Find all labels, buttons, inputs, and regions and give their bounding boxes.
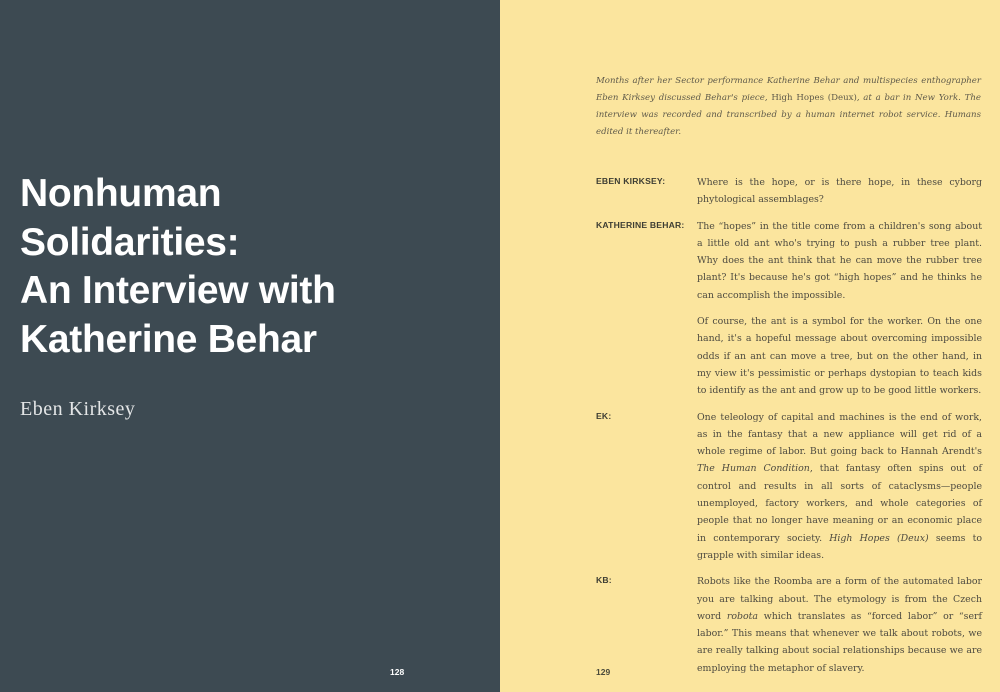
speech-text: One teleology of capital and machines is the end of work, as in the fantasy that a new appliance will get rid of a whole regime of labor. But going back to Hannah Arendt's [697,411,982,458]
author-name: Eben Kirksey [20,398,136,420]
title-line: Nonhuman [20,172,222,215]
speaker-label: EK: [596,410,612,421]
title-line: Katherine Behar [20,317,317,361]
dialogue-turn [596,573,982,677]
dialogue-turn [596,218,982,400]
speech-paragraph [697,409,982,565]
title-line: Solidarities: [20,220,240,264]
title-line: An Interview with [20,269,336,312]
speech-block [697,409,982,565]
intro-work-title: High Hopes (Deux) [771,93,857,103]
intro-paragraph [596,73,981,141]
speech-text: Robots like the Roomba are a form of the automated labor you are talking about. The etymology is from the Czech word [697,576,982,622]
speech-block [697,174,982,209]
speech-paragraph [697,573,982,677]
foreign-word: robota [726,610,758,622]
dialogue-turn [596,409,982,565]
intro-text: , at a bar in New York. The interview was recorded and transcribed by a human internet robot service. Humans edited it thereafter. [596,93,981,137]
speech-paragraph: Of course, the ant is a symbol for the worker. On the one hand, it's a hopeful message about overcoming impossible odds if an ant can move a tree, but on the other hand, in my view it's pessimistic or perhaps dystopian to teach kids to identify as the ant and grow up to be good little workers. [697,316,982,397]
page-number-left: 128 [390,667,405,677]
work-title: High Hopes (Deux) [829,532,929,544]
speaker-label: EBEN KIRKSEY: [596,176,666,186]
article-title [20,170,490,364]
book-title: The Human Condition [697,463,810,475]
speech-block [697,573,982,677]
right-page [500,0,1000,692]
speaker-label: KB: [596,575,612,586]
dialogue-turn [596,174,982,209]
interview-dialogue [596,174,982,686]
speech-text: seems to grapple with similar ideas. [697,532,983,561]
speech-text: which translates as “forced labor” or “serf labor.” This means that whenever we talk about robots, we are really talking about social relationships because we are employing the metaphor of slavery. [697,610,982,674]
speech-text: , that fantasy often spins out of control and results in all sorts of cataclysms—people unemployed, factory workers, and whole categories of people that no longer have meaning or an economic place in contemporary society. [697,463,982,544]
speech-paragraph: Where is the hope, or is there hope, in these cyborg phytological assemblages? [697,177,982,206]
speech-paragraph: The “hopes” in the title come from a children's song about a little old ant who's trying to push a rubber tree plant. Why does the ant think that he can move the rubber tree plant? It's because he's got “high hopes” and he thinks he can accomplish the impossible. [697,220,982,301]
page-number-right: 129 [596,667,611,677]
speaker-label: KATHERINE BEHAR: [596,219,685,230]
intro-text: Months after her Sector performance Katherine Behar and multispecies enthographer Eben Kirksey discussed Behar's piece, [596,76,981,103]
speech-block [697,218,982,400]
